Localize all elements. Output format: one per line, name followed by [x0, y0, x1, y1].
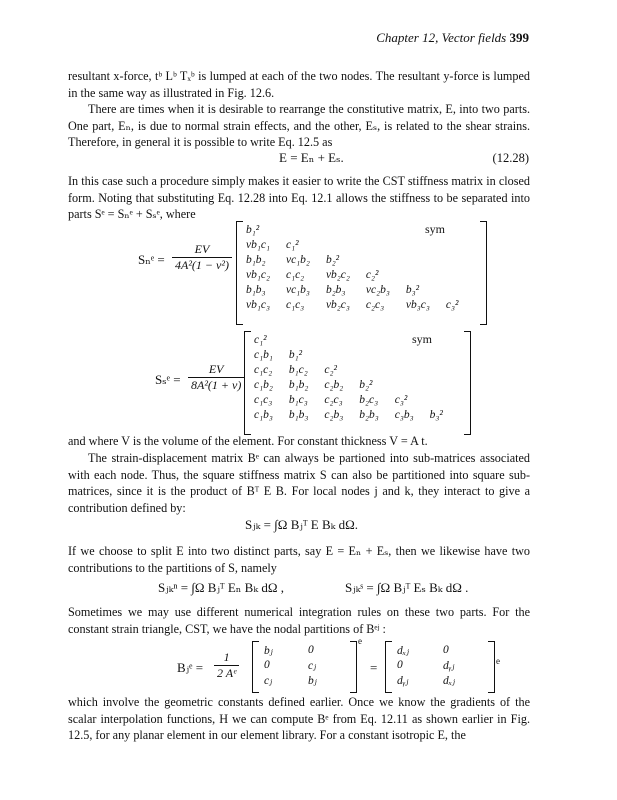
matrix-row: [246, 407, 456, 422]
running-header: [376, 30, 529, 46]
matrix-cell: b₂b₃: [359, 408, 379, 421]
matrix-cell: bⱼ: [308, 674, 317, 687]
b2-superscript: e: [496, 656, 500, 666]
matrix-cell: 0: [264, 658, 270, 671]
matrix-cell: [281, 332, 317, 347]
matrix-cell: νb₁c₃: [246, 298, 270, 311]
paragraph-5: The strain-displacement matrix Bᵉ can always be partioned into sub-matrices associated with each node. Thus, the square stiffness matrix S can also be partitioned into square sub-matrices, since it is the product of Bᵀ E B. For local nodes j and k, they interact to give a contribution defined by:: [68, 451, 530, 515]
ss-denominator: 8A²(1 + ν): [191, 378, 242, 392]
matrix-cell: c₂b₃: [324, 408, 344, 421]
matrix-cell: νb₃c₃: [405, 298, 430, 311]
matrix-row: [238, 267, 476, 282]
ss-right-bracket: [464, 331, 471, 435]
matrix-cell: b₁c₃: [288, 393, 308, 406]
matrix-cell: b₁²: [246, 223, 260, 236]
paragraph-7: Sometimes we may use different numerical integration rules on these two parts. For the constant strain triangle, CST, we have the nodal partitions of Bᵉʲ :: [68, 605, 530, 636]
matrix-cell: [422, 377, 456, 392]
b1-superscript: e: [358, 636, 362, 646]
matrix-cell: b₁b₂: [246, 253, 266, 266]
bj-coefficient: [214, 650, 239, 681]
matrix-cell: [422, 392, 456, 407]
matrix-cell: cⱼ: [308, 659, 317, 672]
paragraph-4: and where V is the volume of the element. For constant thickness V = A t.: [68, 434, 428, 448]
matrix-cell: b₁c₂: [288, 363, 308, 376]
matrix-row: [246, 362, 456, 377]
matrix-cell: [316, 332, 351, 347]
matrix-row: [256, 672, 344, 687]
matrix-cell: c₁b₃: [254, 408, 273, 421]
matrix-cell: c₃²: [445, 298, 459, 311]
b-node-matrix: [256, 642, 344, 687]
ss-sym-label: sym: [412, 332, 433, 346]
matrix-cell: dᵧⱼ: [397, 674, 409, 687]
matrix-row: [256, 642, 344, 657]
matrix-cell: νc₂b₃: [365, 283, 390, 296]
d-gradient-matrix: [389, 642, 481, 687]
matrix-row: [389, 672, 481, 687]
matrix-cell: 0: [397, 658, 403, 671]
matrix-cell: b₁²: [288, 348, 303, 361]
page-number: 399: [509, 30, 529, 45]
matrix-cell: c₁c₂: [254, 363, 273, 376]
equals-sign: =: [370, 660, 378, 675]
matrix-row: [238, 297, 476, 312]
matrix-cell: c₂²: [324, 363, 337, 376]
matrix-row: [389, 657, 481, 672]
matrix-cell: c₂²: [365, 268, 379, 281]
matrix-cell: 0: [443, 643, 449, 656]
sn-lhs: Sₙᵉ =: [138, 252, 165, 267]
matrix-cell: [351, 347, 387, 362]
matrix-row: [246, 347, 456, 362]
sn-denominator: 4A²(1 − ν²): [175, 258, 229, 272]
matrix-cell: νc₁b₂: [285, 253, 310, 266]
paragraph-1: resultant x-force, tᵇ Lᵇ Tₓᵇ is lumped at each of the two nodes. The resultant y-force is lumped in the same way as illustrated in Fig. 12.6.: [68, 69, 530, 100]
matrix-cell: [438, 267, 476, 282]
matrix-cell: [351, 362, 387, 377]
sn-numerator: EV: [172, 242, 232, 258]
matrix-cell: [438, 282, 476, 297]
equation-sjk-shear: Sⱼₖˢ = ∫Ω Bⱼᵀ Eₛ Bₖ dΩ .: [345, 580, 469, 595]
matrix-cell: b₂²: [359, 378, 373, 391]
matrix-cell: b₁b₃: [288, 408, 309, 421]
matrix-row: [238, 252, 476, 267]
matrix-row: [238, 282, 476, 297]
matrix-cell: [278, 222, 318, 237]
matrix-cell: c₃²: [394, 393, 408, 406]
matrix-cell: 0: [308, 643, 314, 656]
matrix-cell: c₁c₂: [285, 268, 305, 281]
matrix-cell: νb₂c₂: [325, 268, 350, 281]
matrix-cell: b₂b₃: [325, 283, 346, 296]
matrix-cell: νb₁c₂: [246, 268, 270, 281]
matrix-cell: c₂b₂: [324, 378, 344, 391]
matrix-cell: c₁b₁: [254, 348, 273, 361]
b1-right-bracket: [350, 641, 357, 693]
matrix-cell: [318, 237, 358, 252]
ss-lhs: Sₛᵉ =: [155, 372, 181, 387]
matrix-cell: [358, 237, 398, 252]
ss-coefficient: [188, 362, 244, 393]
matrix-cell: [387, 347, 422, 362]
matrix-cell: [351, 332, 387, 347]
matrix-cell: νc₁b₃: [285, 283, 310, 296]
matrix-cell: b₂c₃: [359, 393, 379, 406]
matrix-row: [238, 237, 476, 252]
matrix-cell: [358, 252, 398, 267]
equation-sjk: Sⱼₖ = ∫Ω Bⱼᵀ E Bₖ dΩ.: [245, 517, 359, 532]
matrix-cell: b₃²: [429, 408, 443, 421]
matrix-cell: b₃²: [405, 283, 420, 296]
bj-lhs: Bⱼᵉ =: [177, 660, 204, 675]
matrix-cell: [438, 237, 476, 252]
matrix-cell: [387, 362, 422, 377]
matrix-cell: [422, 362, 456, 377]
matrix-cell: c₃b₃: [394, 408, 414, 421]
matrix-cell: c₁c₃: [285, 298, 305, 311]
matrix-cell: bⱼ: [264, 644, 273, 657]
matrix-cell: dₓⱼ: [443, 674, 456, 687]
bj-numerator: 1: [214, 650, 239, 666]
matrix-row: [246, 377, 456, 392]
matrix-cell: [387, 377, 422, 392]
paragraph-6: If we choose to split E into two distinct parts, say E = Eₙ + Eₛ, then we likewise have two contributions to the partitions of S, namely: [68, 544, 530, 575]
chapter-title: Chapter 12, Vector fields: [376, 30, 507, 45]
matrix-cell: c₁c₃: [254, 393, 273, 406]
matrix-cell: c₁²: [285, 238, 299, 251]
matrix-cell: cⱼ: [264, 674, 273, 687]
equation-sjk-normal: Sⱼₖⁿ = ∫Ω Bⱼᵀ Eₙ Bₖ dΩ ,: [158, 580, 285, 595]
matrix-row: [246, 392, 456, 407]
matrix-cell: c₂c₃: [365, 298, 385, 311]
matrix-cell: c₁b₂: [254, 378, 273, 391]
matrix-cell: b₂²: [325, 253, 340, 266]
matrix-cell: νb₂c₃: [325, 298, 350, 311]
matrix-cell: [438, 252, 476, 267]
matrix-cell: [358, 222, 398, 237]
matrix-cell: [398, 237, 438, 252]
ss-numerator: EV: [188, 362, 244, 378]
matrix-cell: νb₁c₁: [246, 238, 270, 251]
matrix-cell: dₓⱼ: [397, 644, 410, 657]
matrix-cell: [398, 252, 438, 267]
matrix-cell: [318, 222, 358, 237]
matrix-cell: dᵧⱼ: [443, 659, 455, 672]
paragraph-2: There are times when it is desirable to rearrange the constitutive matrix, E, into two parts. One part, Eₙ, is due to normal strain effects, and the other, Eₛ, is related to the shear strains. Therefore, in general it is possible to write Eq. 12.5 as: [68, 102, 530, 149]
matrix-cell: [316, 347, 351, 362]
paragraph-8: which involve the geometric constants defined earlier. Once we know the gradients of the scalar interpolation functions, H we can compute Bᵉ from Eq. 12.11 as shown earlier in Fig. 12.5, for any planar element in our element library. For a constant isotropic E, the: [68, 695, 530, 742]
equation-12-28: E = Eₙ + Eₛ.: [279, 150, 344, 165]
bj-denominator: 2 Aᵉ: [217, 666, 237, 680]
matrix-cell: c₂c₃: [324, 393, 343, 406]
matrix-cell: [398, 267, 438, 282]
b2-right-bracket: [488, 641, 495, 693]
matrix-cell: c₁²: [254, 333, 267, 346]
matrix-cell: b₁b₃: [246, 283, 266, 296]
matrix-cell: [422, 347, 456, 362]
paragraph-3: In this case such a procedure simply makes it easier to write the CST stiffness matrix in closed form. Noting that substituting Eq. 12.28 into Eq. 12.1 allows the stiffness to be separated into parts Sᵉ = Sₙᵉ + Sₛᵉ, where: [68, 174, 530, 221]
sn-coefficient: [172, 242, 232, 273]
equation-number: (12.28): [492, 151, 529, 165]
matrix-row: [389, 642, 481, 657]
matrix-cell: b₁b₂: [288, 378, 309, 391]
matrix-row: [256, 657, 344, 672]
sn-right-bracket: [480, 221, 487, 325]
sn-sym-label: sym: [425, 222, 446, 236]
